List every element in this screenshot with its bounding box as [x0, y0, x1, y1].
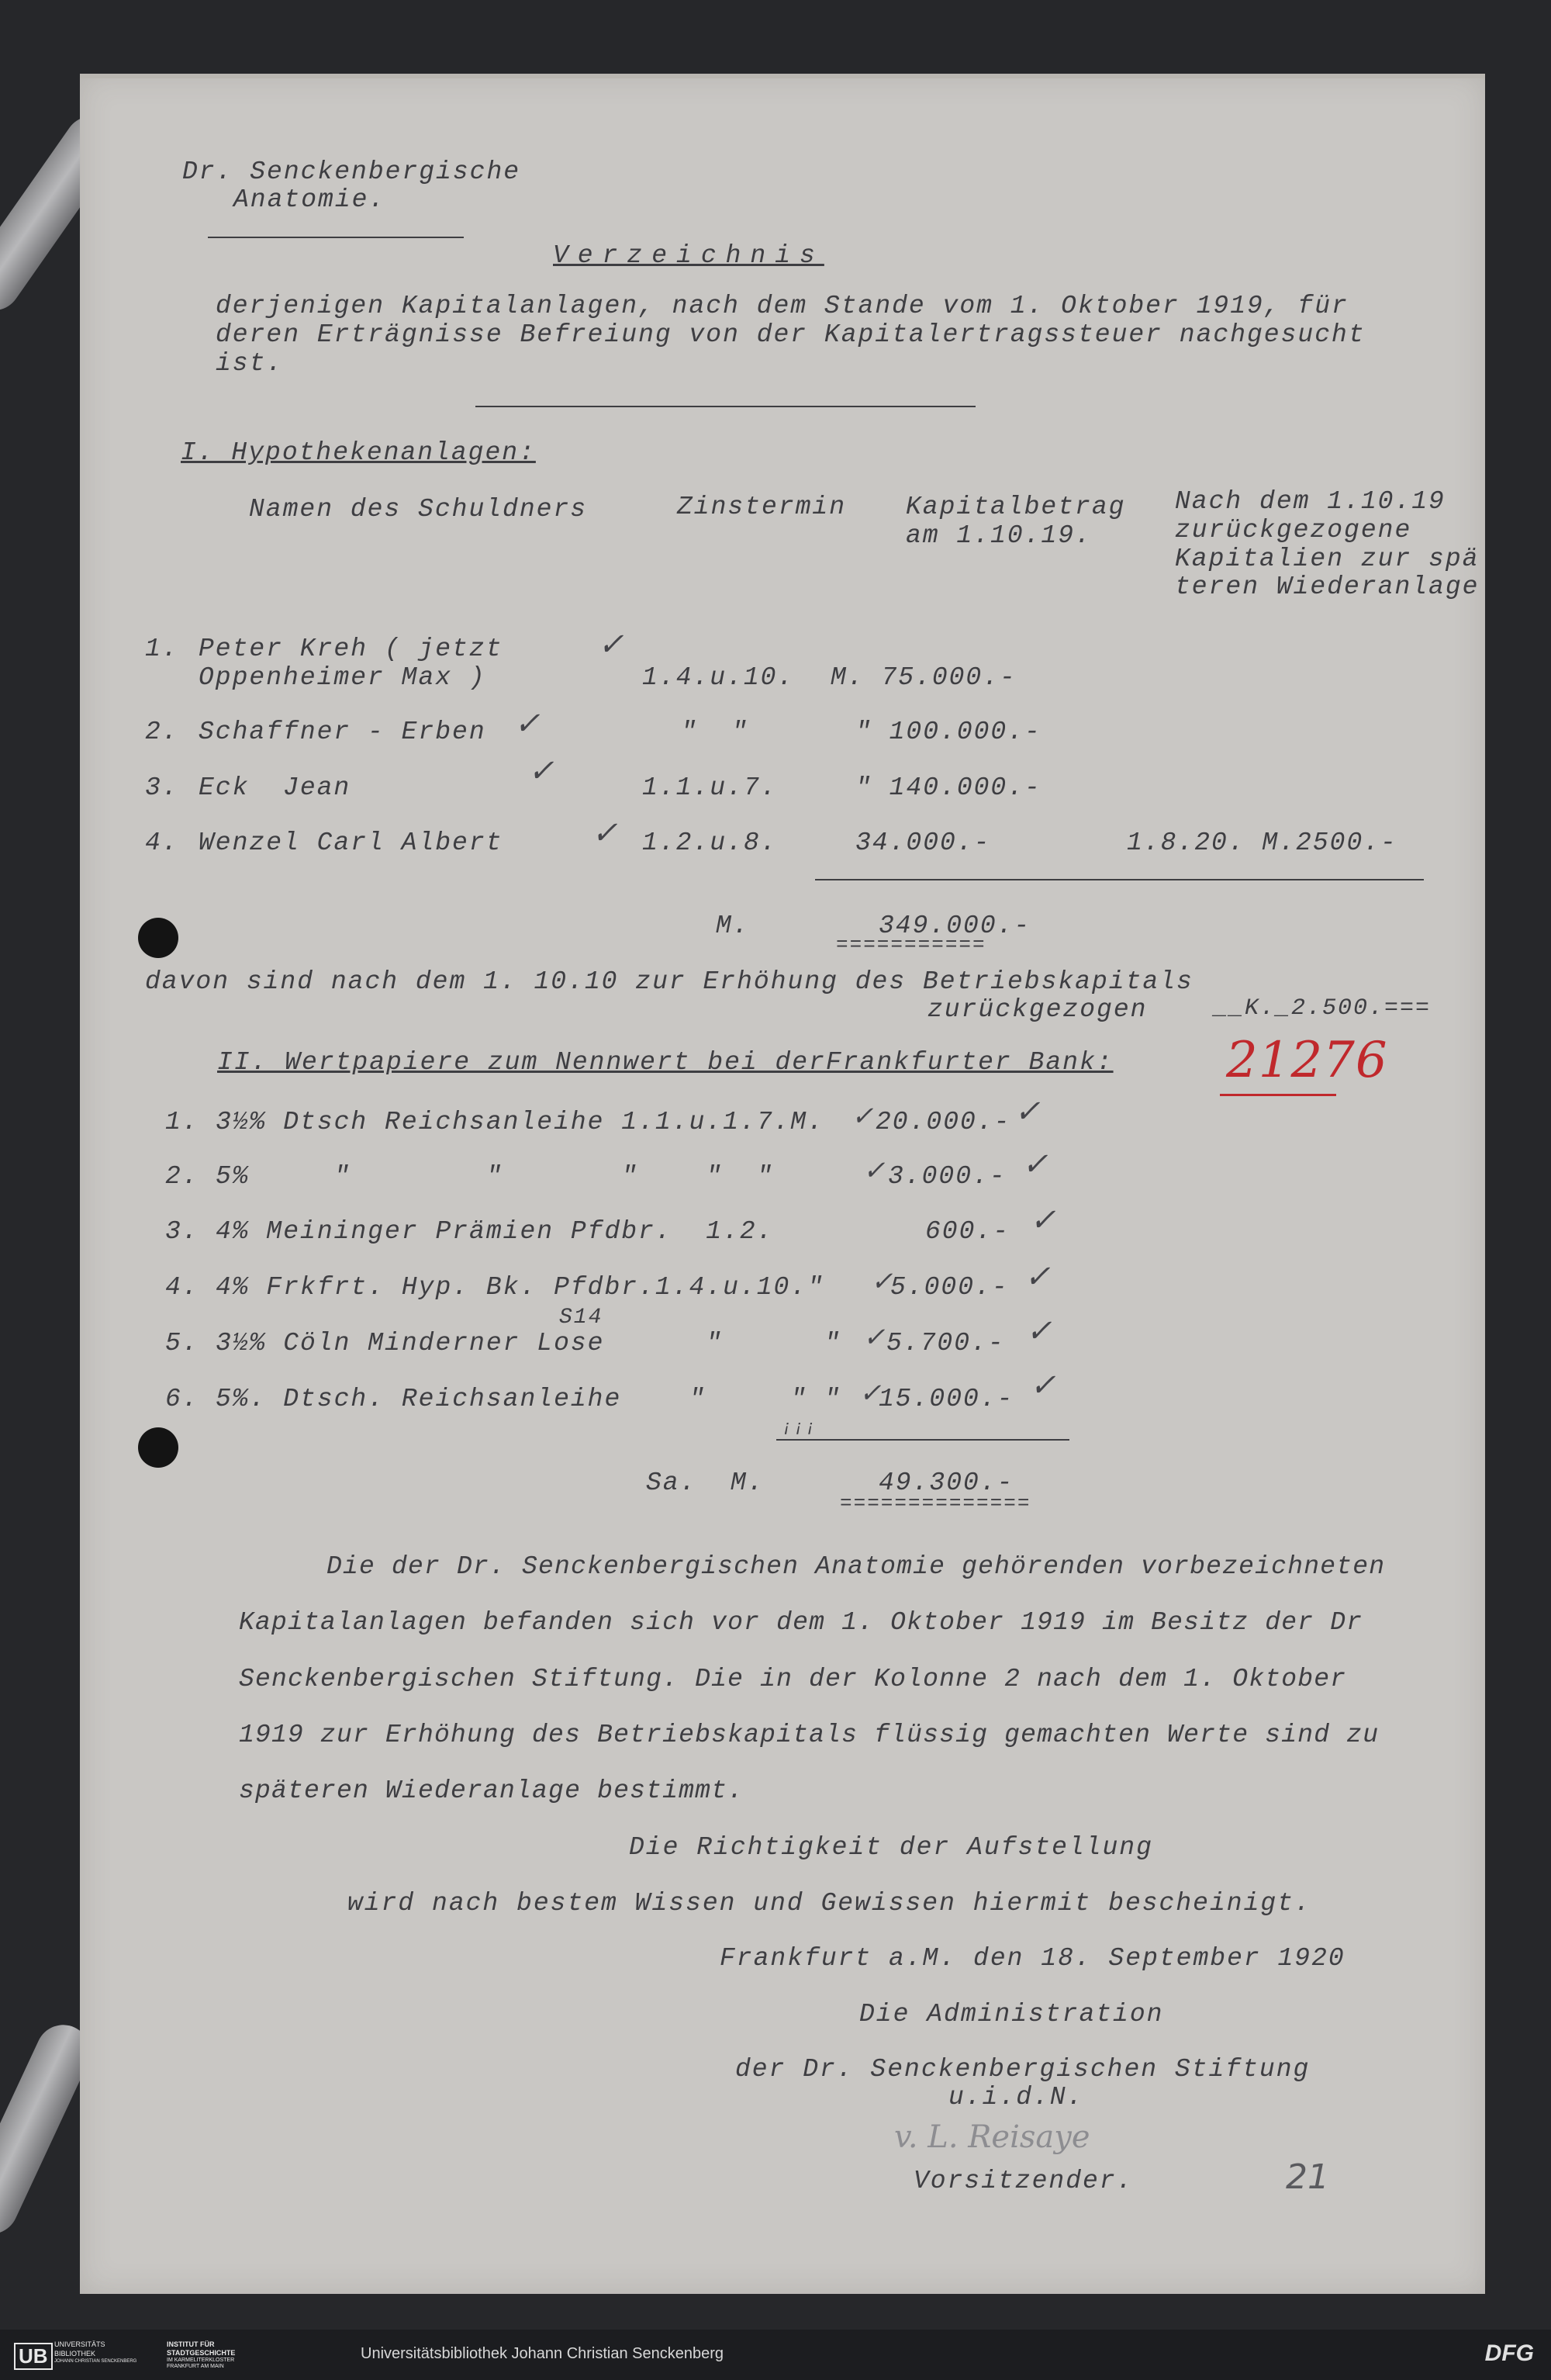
s1-row2-amount: " 100.000.- — [855, 718, 1041, 746]
s1-total: 349.000.- — [879, 912, 1031, 940]
s1-row4-zins: 1.2.u.8. — [642, 829, 778, 857]
archive-footer — [0, 2330, 1551, 2380]
ub-logo-mark: UB — [14, 2343, 53, 2370]
check-mark: ✓ — [871, 1269, 893, 1299]
s2-row3-text: 4% Meininger Prämien Pfdbr. 1.2. — [216, 1217, 774, 1246]
col-header-zins: Zinstermin — [677, 493, 847, 521]
s2-row5-text: 3½% Cöln Minderner Lose " " — [216, 1329, 841, 1358]
s1-row1-amount: M. 75.000.- — [831, 663, 1017, 692]
section1-heading: I. Hypothekenanlagen: — [181, 438, 536, 467]
institute-logo-text3: IM KARMELITERKLOSTER — [167, 2358, 235, 2363]
ub-logo — [14, 2340, 161, 2370]
s2-total: 49.300.- — [879, 1468, 1014, 1497]
section2-heading: II. Wertpapiere zum Nennwert bei derFrankfurter Bank: — [217, 1048, 1114, 1077]
body-line3: Senckenbergischen Stiftung. Die in der Kolonne 2 nach dem 1. Oktober — [239, 1665, 1347, 1693]
s1-row1-name: Peter Kreh ( jetzt — [199, 635, 503, 663]
s2-row4-amount: 5.000.- — [890, 1273, 1009, 1302]
s1-row3-zins: 1.1.u.7. — [642, 773, 778, 802]
punch-hole-top — [138, 918, 178, 958]
ub-logo-text2: BIBLIOTHEK — [54, 2350, 96, 2358]
col-header-kapital-2: am 1.10.19. — [906, 521, 1092, 550]
s1-row3-amount: " 140.000.- — [855, 773, 1041, 802]
check-mark: ✓ — [592, 818, 618, 853]
s1-row4-nach: 1.8.20. M.2500.- — [1127, 829, 1397, 857]
s2-row5-num: 5. — [165, 1329, 199, 1358]
s2-row2-text: 5% " " " " " — [216, 1162, 774, 1191]
body-line2: Kapitalanlagen befanden sich vor dem 1. Oktober 1919 im Besitz der Dr — [239, 1608, 1363, 1637]
certification-line1: Die Richtigkeit der Aufstellung — [629, 1833, 1153, 1862]
sum-rule-2 — [776, 1439, 1069, 1441]
s1-note-line2: zurückgezogen — [927, 995, 1148, 1024]
s2-row1-num: 1. — [165, 1108, 199, 1136]
ub-logo-text3: JOHANN CHRISTIAN SENCKENBERG — [54, 2359, 137, 2364]
header-line1: Dr. Senckenbergische — [182, 157, 521, 186]
s1-row1-num: 1. — [145, 635, 179, 663]
s1-row1-zins: 1.4.u.10. — [642, 663, 795, 692]
s1-total-currency: M. — [716, 912, 750, 940]
institute-logo-text2: STADTGESCHICHTE — [167, 2349, 236, 2357]
check-mark: ✓ — [863, 1158, 886, 1188]
check-mark: ✓ — [859, 1381, 882, 1410]
signer-title: Vorsitzender. — [914, 2167, 1134, 2195]
place-date: Frankfurt a.M. den 18. September 1920 — [720, 1944, 1345, 1973]
intro-rule — [475, 406, 976, 407]
s2-row5-above: S14 — [559, 1306, 603, 1330]
s1-row3-num: 3. — [145, 773, 179, 802]
s1-note-line1: davon sind nach dem 1. 10.10 zur Erhöhung des Betriebskapitals — [145, 967, 1193, 996]
col-header-nach-2: zurückgezogene — [1175, 516, 1412, 545]
institute-logo — [167, 2340, 314, 2370]
body-line5: späteren Wiederanlage bestimmt. — [239, 1776, 744, 1805]
intro-line3: ist. — [216, 349, 284, 378]
header-rule — [208, 237, 464, 238]
check-mark: ✓ — [528, 756, 554, 791]
signature-block-line3: u.i.d.N. — [948, 2083, 1084, 2112]
ub-logo-text1: UNIVERSITÄTS — [54, 2340, 105, 2348]
check-mark: ✓ — [863, 1325, 886, 1354]
s1-row2-num: 2. — [145, 718, 179, 746]
institute-logo-text1: INSTITUT FÜR — [167, 2340, 215, 2348]
document-page — [80, 74, 1485, 2294]
handwritten-signature: v. L. Reisaye — [894, 2119, 1090, 2155]
s2-row2-amount: 3.000.- — [888, 1162, 1007, 1191]
s2-row6-num: 6. — [165, 1385, 199, 1413]
footer-credit: Universitätsbibliothek Johann Christian Senckenberg — [361, 2345, 724, 2362]
page-mark: 21 — [1286, 2157, 1329, 2197]
body-line4: 1919 zur Erhöhung des Betriebskapitals flüssig gemachten Werte sind zu — [239, 1721, 1380, 1749]
red-annotation-underline — [1220, 1094, 1336, 1096]
check-mark: ✓ — [851, 1104, 874, 1133]
s2-row1-text: 3½% Dtsch Reichsanleihe 1.1.u.1.7.M. — [216, 1108, 824, 1136]
check-mark: ✓ — [1022, 1150, 1048, 1185]
col-header-names: Namen des Schuldners — [249, 495, 588, 524]
check-mark: ✓ — [1030, 1206, 1056, 1240]
s1-row4-num: 4. — [145, 829, 179, 857]
sum-rule-1 — [815, 879, 1424, 880]
header-line2: Anatomie. — [233, 185, 386, 214]
s1-row2-name: Schaffner - Erben — [199, 718, 486, 746]
s1-row4-amount: 34.000.- — [855, 829, 991, 857]
s2-row3-num: 3. — [165, 1217, 199, 1246]
institute-logo-text4: FRANKFURT AM MAIN — [167, 2364, 224, 2369]
s2-row1-amount: 20.000.- — [876, 1108, 1011, 1136]
s1-row3-name: Eck Jean — [199, 773, 351, 802]
intro-line1: derjenigen Kapitalanlagen, nach dem Stande vom 1. Oktober 1919, für — [216, 292, 1349, 320]
s2-total-label: Sa. M. — [646, 1468, 765, 1497]
check-mark: ✓ — [1014, 1097, 1041, 1132]
s1-total-eq: =========== — [836, 933, 986, 956]
signature-block-line1: Die Administration — [859, 2000, 1164, 2029]
col-header-nach-3: Kapitalien zur spä — [1175, 545, 1480, 573]
col-header-nach-4: teren Wiederanlage — [1175, 573, 1480, 601]
red-annotation: 21276 — [1226, 1032, 1388, 1089]
check-mark: ✓ — [1024, 1262, 1051, 1297]
s1-note-amount: __K._2.500.=== — [1214, 995, 1432, 1022]
dfg-logo: DFG — [1484, 2340, 1534, 2366]
s1-row2-zins: " " — [681, 718, 749, 746]
s2-row2-num: 2. — [165, 1162, 199, 1191]
check-mark: ✓ — [514, 709, 541, 744]
punch-hole-bottom — [138, 1427, 178, 1468]
s1-row4-name: Wenzel Carl Albert — [199, 829, 503, 857]
body-line1: Die der Dr. Senckenbergischen Anatomie gehörenden vorbezeichneten — [326, 1552, 1386, 1581]
s2-row6-amount: 15.000.- — [879, 1385, 1014, 1413]
s2-row3-amount: 600.- — [925, 1217, 1010, 1246]
signature-block-line2: der Dr. Senckenbergischen Stiftung — [735, 2055, 1311, 2084]
s2-row4-text: 4% Frkfrt. Hyp. Bk. Pfdbr.1.4.u.10." — [216, 1273, 824, 1302]
intro-line2: deren Erträgnisse Befreiung von der Kapitalertragssteuer nachgesucht — [216, 320, 1366, 349]
s2-row6-text: 5%. Dtsch. Reichsanleihe " " " — [216, 1385, 841, 1413]
col-header-kapital-1: Kapitalbetrag — [906, 493, 1126, 521]
s2-row5-amount: 5.700.- — [886, 1329, 1005, 1358]
s2-total-eq: ============== — [840, 1492, 1031, 1515]
s2-dots: ¡¡¡ — [782, 1418, 817, 1437]
check-mark: ✓ — [598, 630, 624, 665]
document-title: Verzeichnis — [553, 241, 824, 270]
s1-row1-name2: Oppenheimer Max ) — [199, 663, 486, 692]
certification-line2: wird nach bestem Wissen und Gewissen hiermit bescheinigt. — [347, 1889, 1311, 1918]
check-mark: ✓ — [1026, 1316, 1052, 1351]
s2-row4-num: 4. — [165, 1273, 199, 1302]
check-mark: ✓ — [1030, 1371, 1056, 1406]
col-header-nach-1: Nach dem 1.10.19 — [1175, 487, 1446, 516]
